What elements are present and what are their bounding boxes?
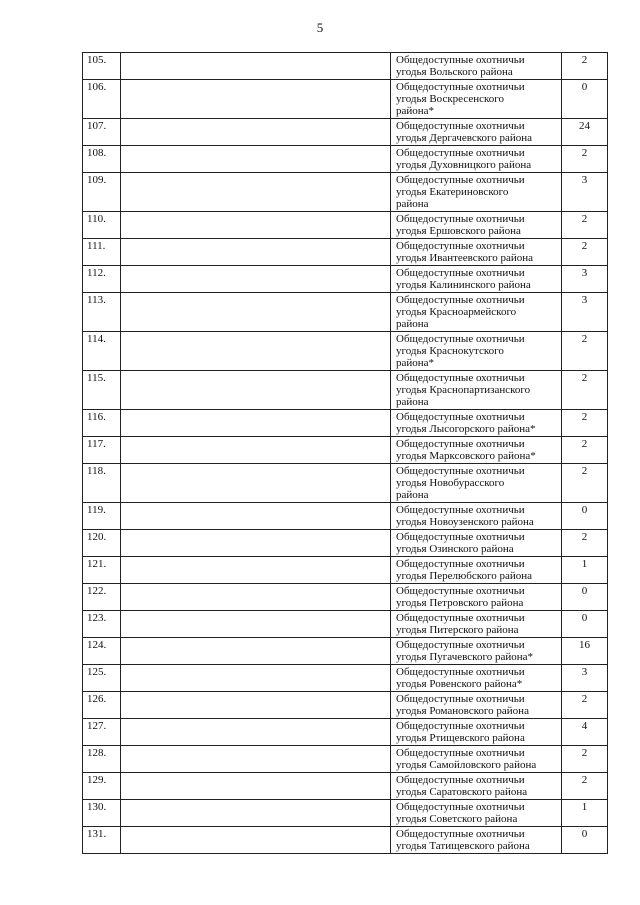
table-row bbox=[83, 665, 608, 692]
name-line: Общедоступные охотничьи bbox=[396, 666, 525, 678]
page-number: 5 bbox=[316, 20, 324, 35]
empty-cell bbox=[121, 239, 391, 266]
count-value: 0 bbox=[562, 503, 608, 530]
count-value: 3 bbox=[562, 665, 608, 692]
name-line: Общедоступные охотничьи bbox=[396, 54, 525, 66]
row-number: 107. bbox=[83, 119, 121, 146]
table-row bbox=[83, 464, 608, 503]
empty-cell bbox=[121, 800, 391, 827]
count-value: 2 bbox=[562, 692, 608, 719]
table-row bbox=[83, 410, 608, 437]
row-number: 124. bbox=[83, 638, 121, 665]
name-line: угодья Краснопартизанского bbox=[396, 384, 531, 396]
table-row bbox=[83, 293, 608, 332]
table-row bbox=[83, 584, 608, 611]
empty-cell bbox=[121, 410, 391, 437]
count-value: 3 bbox=[562, 266, 608, 293]
table-row bbox=[83, 371, 608, 410]
count-value: 0 bbox=[562, 584, 608, 611]
empty-cell bbox=[121, 266, 391, 293]
name-line: района bbox=[396, 198, 429, 210]
row-number: 108. bbox=[83, 146, 121, 173]
empty-cell bbox=[121, 638, 391, 665]
hunting-ground-name bbox=[391, 293, 562, 332]
count-value: 2 bbox=[562, 371, 608, 410]
table-row bbox=[83, 800, 608, 827]
name-line: района bbox=[396, 396, 429, 408]
row-number: 113. bbox=[83, 293, 121, 332]
table-row bbox=[83, 827, 608, 854]
name-line: угодья Ивантеевского района bbox=[396, 252, 534, 264]
empty-cell bbox=[121, 503, 391, 530]
name-line: угодья Дергачевского района bbox=[396, 132, 533, 144]
name-line: Общедоступные охотничьи bbox=[396, 585, 525, 597]
row-number: 123. bbox=[83, 611, 121, 638]
hunting-ground-name bbox=[391, 332, 562, 371]
hunting-ground-name bbox=[391, 773, 562, 800]
name-line: Общедоступные охотничьи bbox=[396, 372, 525, 384]
name-line: угодья Романовского района bbox=[396, 705, 529, 717]
name-line: угодья Вольского района bbox=[396, 66, 513, 78]
table-row bbox=[83, 638, 608, 665]
name-line: угодья Перелюбского района bbox=[396, 570, 533, 582]
name-line: угодья Петровского района bbox=[396, 597, 524, 609]
row-number: 116. bbox=[83, 410, 121, 437]
count-value: 2 bbox=[562, 146, 608, 173]
hunting-ground-name bbox=[391, 239, 562, 266]
count-value: 1 bbox=[562, 557, 608, 584]
hunting-ground-name bbox=[391, 212, 562, 239]
hunting-ground-name bbox=[391, 119, 562, 146]
name-line: угодья Ровенского района* bbox=[396, 678, 523, 690]
name-line: Общедоступные охотничьи bbox=[396, 801, 525, 813]
row-number: 114. bbox=[83, 332, 121, 371]
count-value: 3 bbox=[562, 173, 608, 212]
row-number: 127. bbox=[83, 719, 121, 746]
empty-cell bbox=[121, 173, 391, 212]
name-line: Общедоступные охотничьи bbox=[396, 213, 525, 225]
hunting-ground-name bbox=[391, 146, 562, 173]
name-line: угодья Пугачевского района* bbox=[396, 651, 533, 663]
hunting-ground-name bbox=[391, 557, 562, 584]
row-number: 117. bbox=[83, 437, 121, 464]
name-line: Общедоступные охотничьи bbox=[396, 558, 525, 570]
empty-cell bbox=[121, 212, 391, 239]
empty-cell bbox=[121, 692, 391, 719]
row-number: 109. bbox=[83, 173, 121, 212]
row-number: 120. bbox=[83, 530, 121, 557]
row-number: 130. bbox=[83, 800, 121, 827]
name-line: угодья Новоузенского района bbox=[396, 516, 534, 528]
count-value: 0 bbox=[562, 611, 608, 638]
hunting-ground-name bbox=[391, 173, 562, 212]
row-number: 131. bbox=[83, 827, 121, 854]
name-line: Общедоступные охотничьи bbox=[396, 612, 525, 624]
row-number: 121. bbox=[83, 557, 121, 584]
table-body bbox=[83, 53, 608, 854]
row-number: 129. bbox=[83, 773, 121, 800]
name-line: угодья Воскресенского bbox=[396, 93, 505, 105]
table-row bbox=[83, 266, 608, 293]
empty-cell bbox=[121, 371, 391, 410]
empty-cell bbox=[121, 146, 391, 173]
name-line: угодья Калининского района bbox=[396, 279, 531, 291]
count-value: 3 bbox=[562, 293, 608, 332]
name-line: угодья Ртищевского района bbox=[396, 732, 525, 744]
hunting-ground-name bbox=[391, 266, 562, 293]
name-line: угодья Новобурасского bbox=[396, 477, 505, 489]
name-line: угодья Екатериновского bbox=[396, 186, 509, 198]
empty-cell bbox=[121, 332, 391, 371]
empty-cell bbox=[121, 530, 391, 557]
table-row bbox=[83, 611, 608, 638]
table-row bbox=[83, 173, 608, 212]
empty-cell bbox=[121, 665, 391, 692]
row-number: 128. bbox=[83, 746, 121, 773]
count-value: 2 bbox=[562, 332, 608, 371]
name-line: района bbox=[396, 318, 429, 330]
name-line: Общедоступные охотничьи bbox=[396, 411, 525, 423]
name-line: Общедоступные охотничьи bbox=[396, 720, 525, 732]
row-number: 106. bbox=[83, 80, 121, 119]
hunting-ground-name bbox=[391, 530, 562, 557]
name-line: Общедоступные охотничьи bbox=[396, 174, 525, 186]
table-row bbox=[83, 746, 608, 773]
hunting-grounds-table bbox=[82, 52, 608, 854]
row-number: 110. bbox=[83, 212, 121, 239]
count-value: 2 bbox=[562, 212, 608, 239]
hunting-ground-name bbox=[391, 410, 562, 437]
row-number: 115. bbox=[83, 371, 121, 410]
name-line: Общедоступные охотничьи bbox=[396, 747, 525, 759]
name-line: Общедоступные охотничьи bbox=[396, 531, 525, 543]
table-row bbox=[83, 503, 608, 530]
empty-cell bbox=[121, 827, 391, 854]
name-line: Общедоступные охотничьи bbox=[396, 120, 525, 132]
name-line: Общедоступные охотничьи bbox=[396, 81, 525, 93]
name-line: Общедоступные охотничьи bbox=[396, 294, 525, 306]
name-line: Общедоступные охотничьи bbox=[396, 693, 525, 705]
table-row bbox=[83, 332, 608, 371]
table-row bbox=[83, 80, 608, 119]
empty-cell bbox=[121, 80, 391, 119]
count-value: 2 bbox=[562, 437, 608, 464]
table-row bbox=[83, 437, 608, 464]
row-number: 105. bbox=[83, 53, 121, 80]
name-line: угодья Лысогорского района* bbox=[396, 423, 536, 435]
name-line: Общедоступные охотничьи bbox=[396, 147, 525, 159]
name-line: угодья Духовницкого района bbox=[396, 159, 532, 171]
hunting-ground-name bbox=[391, 638, 562, 665]
empty-cell bbox=[121, 293, 391, 332]
empty-cell bbox=[121, 53, 391, 80]
name-line: угодья Питерского района bbox=[396, 624, 519, 636]
row-number: 119. bbox=[83, 503, 121, 530]
count-value: 2 bbox=[562, 53, 608, 80]
empty-cell bbox=[121, 746, 391, 773]
hunting-ground-name bbox=[391, 584, 562, 611]
name-line: угодья Красноармейского bbox=[396, 306, 517, 318]
count-value: 0 bbox=[562, 80, 608, 119]
table-row bbox=[83, 557, 608, 584]
table-row bbox=[83, 773, 608, 800]
name-line: Общедоступные охотничьи bbox=[396, 639, 525, 651]
count-value: 24 bbox=[562, 119, 608, 146]
name-line: Общедоступные охотничьи bbox=[396, 267, 525, 279]
empty-cell bbox=[121, 773, 391, 800]
count-value: 2 bbox=[562, 530, 608, 557]
name-line: Общедоступные охотничьи bbox=[396, 465, 525, 477]
empty-cell bbox=[121, 719, 391, 746]
name-line: угодья Озинского района bbox=[396, 543, 514, 555]
hunting-ground-name bbox=[391, 611, 562, 638]
hunting-ground-name bbox=[391, 53, 562, 80]
hunting-ground-name bbox=[391, 719, 562, 746]
count-value: 4 bbox=[562, 719, 608, 746]
name-line: угодья Марксовского района* bbox=[396, 450, 536, 462]
hunting-ground-name bbox=[391, 746, 562, 773]
table-row bbox=[83, 146, 608, 173]
count-value: 2 bbox=[562, 464, 608, 503]
table-row bbox=[83, 530, 608, 557]
hunting-ground-name bbox=[391, 464, 562, 503]
name-line: Общедоступные охотничьи bbox=[396, 504, 525, 516]
hunting-ground-name bbox=[391, 692, 562, 719]
count-value: 2 bbox=[562, 239, 608, 266]
hunting-ground-name bbox=[391, 827, 562, 854]
row-number: 112. bbox=[83, 266, 121, 293]
empty-cell bbox=[121, 464, 391, 503]
name-line: угодья Краснокутского bbox=[396, 345, 504, 357]
hunting-ground-name bbox=[391, 80, 562, 119]
name-line: Общедоступные охотничьи bbox=[396, 240, 525, 252]
row-number: 125. bbox=[83, 665, 121, 692]
name-line: угодья Татищевского района bbox=[396, 840, 530, 852]
hunting-ground-name bbox=[391, 437, 562, 464]
name-line: Общедоступные охотничьи bbox=[396, 774, 525, 786]
name-line: угодья Ершовского района bbox=[396, 225, 521, 237]
name-line: района* bbox=[396, 357, 435, 369]
row-number: 118. bbox=[83, 464, 121, 503]
name-line: Общедоступные охотничьи bbox=[396, 333, 525, 345]
name-line: Общедоступные охотничьи bbox=[396, 438, 525, 450]
empty-cell bbox=[121, 437, 391, 464]
table-row bbox=[83, 692, 608, 719]
empty-cell bbox=[121, 119, 391, 146]
table-row bbox=[83, 239, 608, 266]
hunting-ground-name bbox=[391, 665, 562, 692]
row-number: 126. bbox=[83, 692, 121, 719]
name-line: района bbox=[396, 489, 429, 501]
name-line: Общедоступные охотничьи bbox=[396, 828, 525, 840]
row-number: 111. bbox=[83, 239, 121, 266]
table-row bbox=[83, 53, 608, 80]
count-value: 2 bbox=[562, 410, 608, 437]
count-value: 1 bbox=[562, 800, 608, 827]
count-value: 2 bbox=[562, 773, 608, 800]
count-value: 0 bbox=[562, 827, 608, 854]
table-row bbox=[83, 119, 608, 146]
name-line: угодья Самойловского района bbox=[396, 759, 537, 771]
hunting-ground-name bbox=[391, 371, 562, 410]
empty-cell bbox=[121, 611, 391, 638]
hunting-ground-name bbox=[391, 800, 562, 827]
name-line: угодья Советского района bbox=[396, 813, 518, 825]
count-value: 16 bbox=[562, 638, 608, 665]
hunting-ground-name bbox=[391, 503, 562, 530]
name-line: района* bbox=[396, 105, 435, 117]
count-value: 2 bbox=[562, 746, 608, 773]
table-row bbox=[83, 719, 608, 746]
row-number: 122. bbox=[83, 584, 121, 611]
name-line: угодья Саратовского района bbox=[396, 786, 528, 798]
empty-cell bbox=[121, 557, 391, 584]
table-row bbox=[83, 212, 608, 239]
empty-cell bbox=[121, 584, 391, 611]
